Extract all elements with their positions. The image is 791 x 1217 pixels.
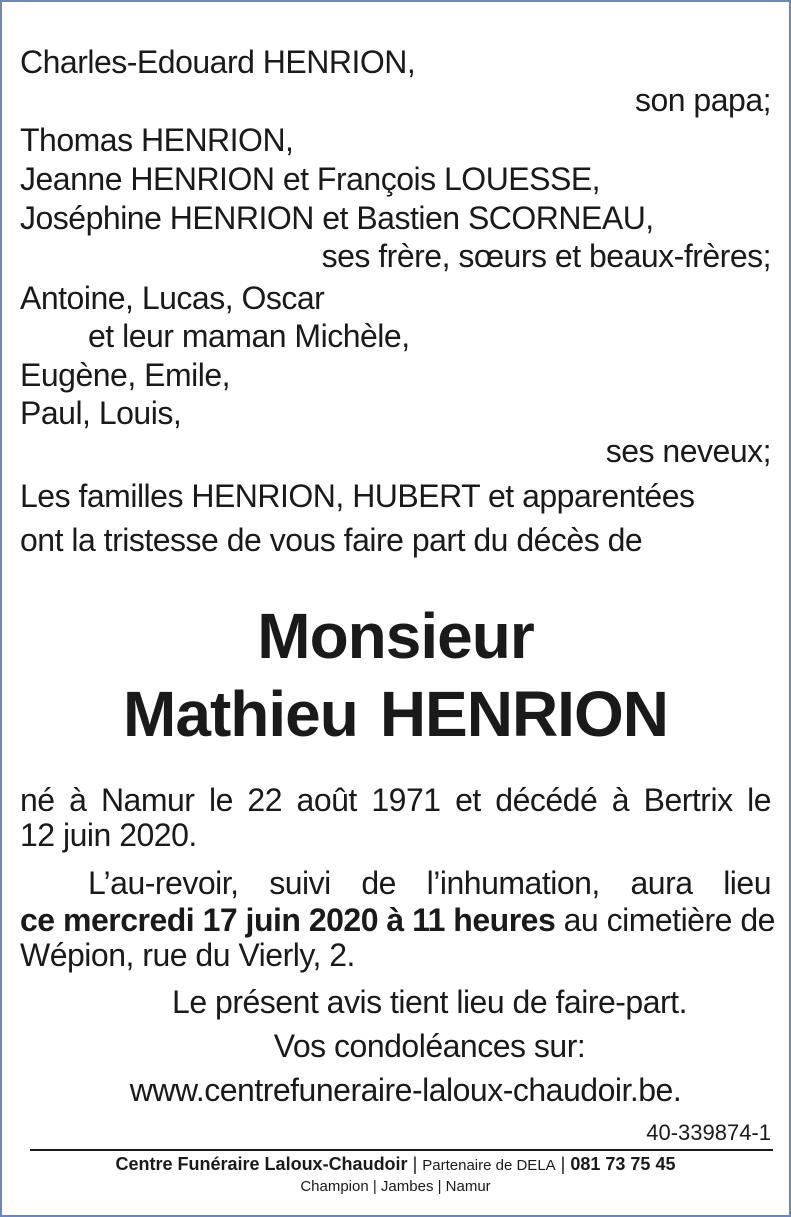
family-line-4: Jeanne HENRION et François LOUESSE, bbox=[20, 161, 601, 197]
footer-company-name: Centre Funéraire Laloux-Chaudoir bbox=[115, 1154, 408, 1174]
footer-partner: Partenaire de DELA bbox=[422, 1157, 556, 1174]
family-line-6: ses frère, sœurs et beaux-frères; bbox=[321, 238, 771, 274]
deceased-title: Monsieur bbox=[257, 600, 534, 672]
details-line-1: né à Namur le 22 août 1971 et décédé à Bertrix le bbox=[20, 782, 771, 818]
footer-separator: | bbox=[407, 1154, 423, 1174]
family-line-1: Charles-Edouard HENRION, bbox=[20, 44, 416, 80]
condolence-website-link[interactable]: www.centrefuneraire-laloux-chaudoir.be. bbox=[129, 1072, 682, 1108]
family-line-5: Joséphine HENRION et Bastien SCORNEAU, bbox=[20, 200, 654, 236]
details-line-7: Vos condoléances sur: bbox=[273, 1028, 586, 1064]
details-line-6: Le présent avis tient lieu de faire-part. bbox=[172, 984, 687, 1020]
family-line-7: Antoine, Lucas, Oscar bbox=[20, 280, 325, 316]
ceremony-datetime: ce mercredi 17 juin 2020 à 11 heures bbox=[20, 902, 556, 938]
ceremony-place-start: au cimetière de bbox=[555, 902, 775, 938]
details-line-3: L’au-revoir, suivi de l’inhumation, aura lieu bbox=[88, 865, 771, 901]
family-line-11: ses neveux; bbox=[605, 433, 771, 469]
family-line-2: son papa; bbox=[634, 82, 771, 118]
details-line-4 bbox=[20, 900, 775, 940]
family-line-8: et leur maman Michèle, bbox=[88, 318, 410, 354]
details-line-2: 12 juin 2020. bbox=[20, 817, 197, 853]
family-line-13: ont la tristesse de vous faire part du décès de bbox=[20, 522, 643, 558]
details-line-5: Wépion, rue du Vierly, 2. bbox=[20, 937, 355, 973]
family-line-12: Les familles HENRION, HUBERT et apparentées bbox=[20, 478, 695, 514]
footer-locations: Champion | Jambes | Namur bbox=[300, 1178, 491, 1195]
family-line-3: Thomas HENRION, bbox=[20, 122, 294, 158]
deceased-name bbox=[2, 678, 789, 750]
footer-company-line bbox=[2, 1154, 789, 1175]
family-line-10: Paul, Louis, bbox=[20, 395, 182, 431]
reference-number: 40-339874-1 bbox=[646, 1120, 771, 1145]
deceased-last-name: HENRION bbox=[379, 678, 668, 750]
family-line-9: Eugène, Emile, bbox=[20, 357, 231, 393]
footer-phone[interactable]: 081 73 75 45 bbox=[570, 1154, 676, 1174]
deceased-first-name: Mathieu bbox=[123, 678, 358, 750]
footer-divider bbox=[30, 1149, 773, 1151]
footer-separator: | bbox=[555, 1154, 571, 1174]
